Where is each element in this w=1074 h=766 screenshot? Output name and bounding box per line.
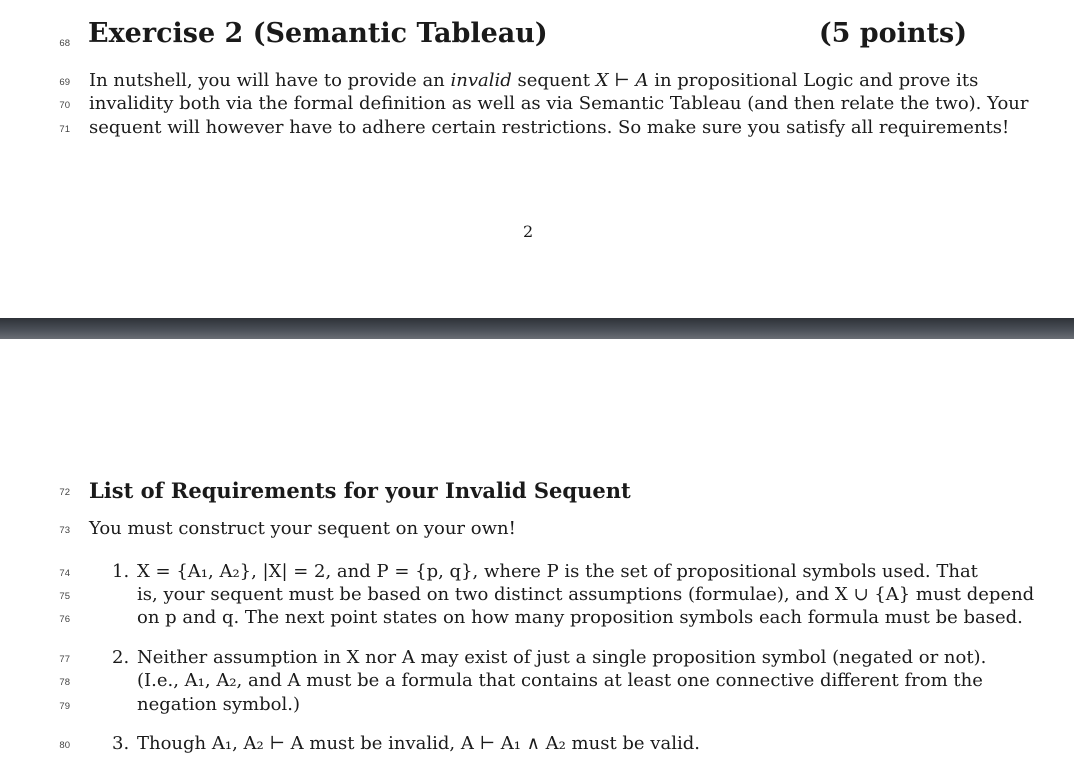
intro-line-3: sequent will however have to adhere certain restrictions. So make sure you satisfy all requirements! [89,117,1010,138]
item-3-line-1: Though A₁, A₂ ⊢ A must be invalid, A ⊢ A₁ ∧ A₂ must be valid. [137,733,700,754]
line-number: 71 [59,124,70,135]
intro-line-1 [89,70,978,91]
intro-line-2: invalidity both via the formal definition as well as via Semantic Tableau (and then relate the two). Your [89,93,1029,114]
intro-text: In nutshell, you will have to provide an [89,70,451,91]
item-1-line-3: on p and q. The next point states on how many proposition symbols each formula must be based. [137,607,1023,628]
line-number: 75 [59,591,70,602]
line-number: 68 [59,38,70,49]
item-2-line-2: (I.e., A₁, A₂, and A must be a formula that contains at least one connective different from the [137,670,983,691]
item-1-line-2: is, your sequent must be based on two distinct assumptions (formulae), and X ∪ {A} must depend [137,584,1035,605]
intro-text: sequent [511,70,596,91]
item-3-number: 3. [112,733,130,754]
section-title: List of Requirements for your Invalid Sequent [89,478,631,503]
line-number: 70 [59,100,70,111]
line-number: 72 [59,487,70,498]
emphasis-invalid: invalid [450,70,512,91]
line-number: 74 [59,568,70,579]
line-number: 77 [59,654,70,665]
intro-text: in propositional Logic and prove its [648,70,979,91]
exercise-points: (5 points) [818,18,967,49]
line-number: 79 [59,701,70,712]
lead-sentence: You must construct your sequent on your own! [89,518,516,539]
line-number: 76 [59,614,70,625]
sequent-formula: X ⊢ A [595,70,649,91]
line-number: 78 [59,677,70,688]
page-number: 2 [523,222,534,241]
item-2-line-3: negation symbol.) [137,694,300,715]
line-number: 80 [59,740,70,751]
line-number: 69 [59,77,70,88]
item-2-line-1: Neither assumption in X nor A may exist of just a single proposition symbol (negated or not). [137,647,987,668]
item-1-line-1: X = {A₁, A₂}, |X| = 2, and P = {p, q}, where P is the set of propositional symbols used. That [137,561,978,582]
item-2-number: 2. [112,647,130,668]
line-number: 73 [59,525,70,536]
item-1-number: 1. [112,561,130,582]
exercise-title: Exercise 2 (Semantic Tableau) [88,18,548,49]
page-break-divider [0,318,1074,339]
